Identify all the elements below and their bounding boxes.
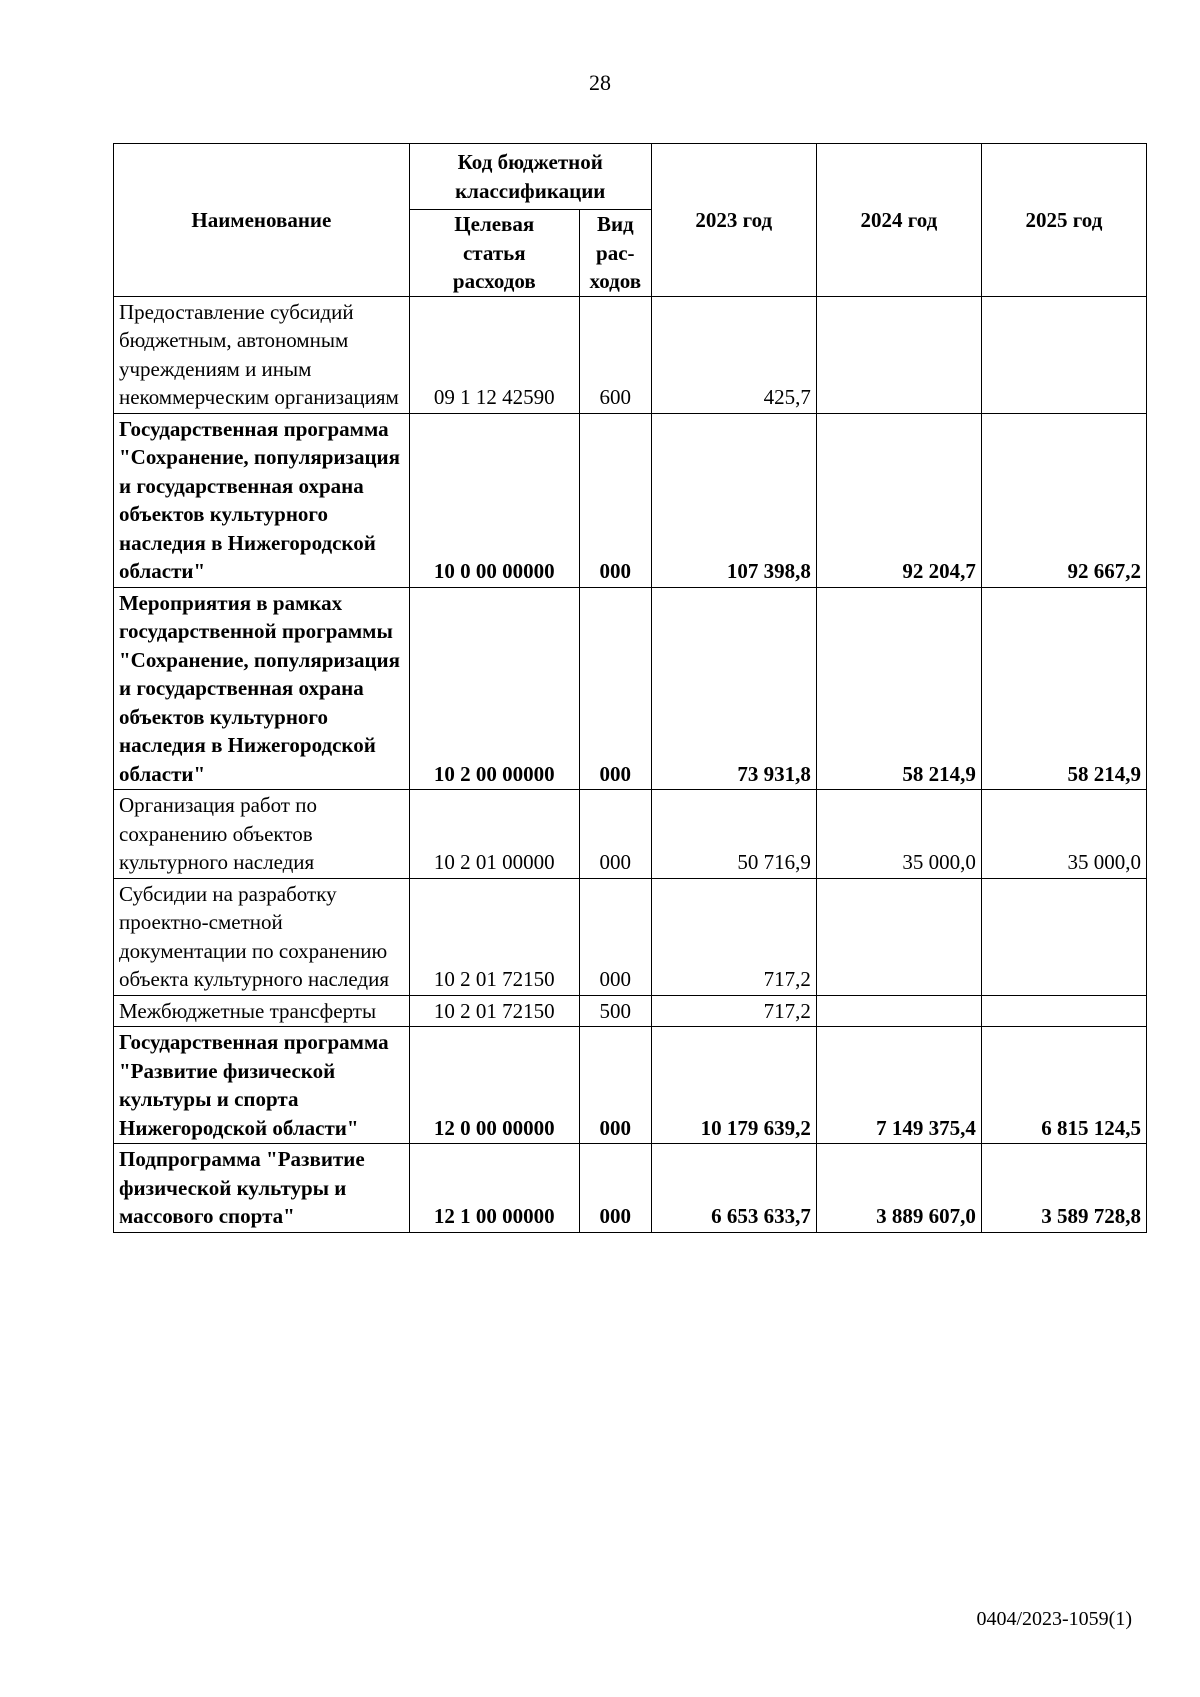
table-row (114, 587, 1147, 790)
row-kind: 600 (579, 296, 651, 413)
row-2024 (816, 878, 981, 995)
row-2023: 50 716,9 (651, 790, 816, 879)
row-2025: 92 667,2 (981, 413, 1146, 587)
row-2023: 425,7 (651, 296, 816, 413)
row-kind: 000 (579, 1144, 651, 1233)
row-code: 10 0 00 00000 (409, 413, 579, 587)
row-2025 (981, 995, 1146, 1027)
row-code: 10 2 01 00000 (409, 790, 579, 879)
header-target-article: Целевая статья расходов (409, 210, 579, 297)
row-2024: 3 889 607,0 (816, 1144, 981, 1233)
row-2024 (816, 296, 981, 413)
header-2023: 2023 год (651, 144, 816, 297)
header-2024: 2024 год (816, 144, 981, 297)
table-row (114, 1144, 1147, 1233)
page-number: 28 (589, 70, 611, 95)
row-name: Межбюджетные трансферты (114, 995, 410, 1027)
row-name: Подпрограмма "Развитие физической культуры и массового спорта" (114, 1144, 410, 1233)
header-kind: Вид рас-ходов (579, 210, 651, 297)
row-2024 (816, 995, 981, 1027)
row-name: Предоставление субсидий бюджетным, автономным учреждениям и иным некоммерческим организациям (114, 296, 410, 413)
row-kind: 000 (579, 587, 651, 790)
table-row (114, 1027, 1147, 1144)
row-2024: 92 204,7 (816, 413, 981, 587)
header-name: Наименование (114, 144, 410, 297)
row-name: Мероприятия в рамках государственной программы "Сохранение, популяризация и государственная охрана объектов культурного наследия в Нижегородской области" (114, 587, 410, 790)
row-code: 12 1 00 00000 (409, 1144, 579, 1233)
row-2024: 58 214,9 (816, 587, 981, 790)
table-row (114, 413, 1147, 587)
row-name: Субсидии на разработку проектно-сметной документации по сохранению объекта культурного наследия (114, 878, 410, 995)
row-2024: 7 149 375,4 (816, 1027, 981, 1144)
row-2023: 717,2 (651, 995, 816, 1027)
row-2025: 3 589 728,8 (981, 1144, 1146, 1233)
row-2025: 58 214,9 (981, 587, 1146, 790)
row-2025: 6 815 124,5 (981, 1027, 1146, 1144)
row-2025: 35 000,0 (981, 790, 1146, 879)
table-row (114, 878, 1147, 995)
row-2025 (981, 296, 1146, 413)
row-2023: 10 179 639,2 (651, 1027, 816, 1144)
row-kind: 000 (579, 413, 651, 587)
table-row (114, 995, 1147, 1027)
row-2023: 6 653 633,7 (651, 1144, 816, 1233)
row-kind: 000 (579, 1027, 651, 1144)
row-code: 10 2 00 00000 (409, 587, 579, 790)
header-2025: 2025 год (981, 144, 1146, 297)
row-code: 12 0 00 00000 (409, 1027, 579, 1144)
row-2025 (981, 878, 1146, 995)
row-code: 10 2 01 72150 (409, 995, 579, 1027)
row-2023: 107 398,8 (651, 413, 816, 587)
row-kind: 000 (579, 790, 651, 879)
header-row-1 (114, 144, 1147, 210)
table-row (114, 296, 1147, 413)
row-name: Организация работ по сохранению объектов культурного наследия (114, 790, 410, 879)
row-name: Государственная программа "Развитие физической культуры и спорта Нижегородской области" (114, 1027, 410, 1144)
row-name: Государственная программа "Сохранение, популяризация и государственная охрана объектов культурного наследия в Нижегородской области" (114, 413, 410, 587)
document-code: 0404/2023-1059(1) (976, 1608, 1132, 1630)
row-kind: 500 (579, 995, 651, 1027)
header-budget-code: Код бюджетной классификации (409, 144, 651, 210)
row-2023: 717,2 (651, 878, 816, 995)
table-row (114, 790, 1147, 879)
row-code: 09 1 12 42590 (409, 296, 579, 413)
row-2024: 35 000,0 (816, 790, 981, 879)
row-kind: 000 (579, 878, 651, 995)
row-2023: 73 931,8 (651, 587, 816, 790)
budget-table (113, 143, 1147, 1233)
row-code: 10 2 01 72150 (409, 878, 579, 995)
